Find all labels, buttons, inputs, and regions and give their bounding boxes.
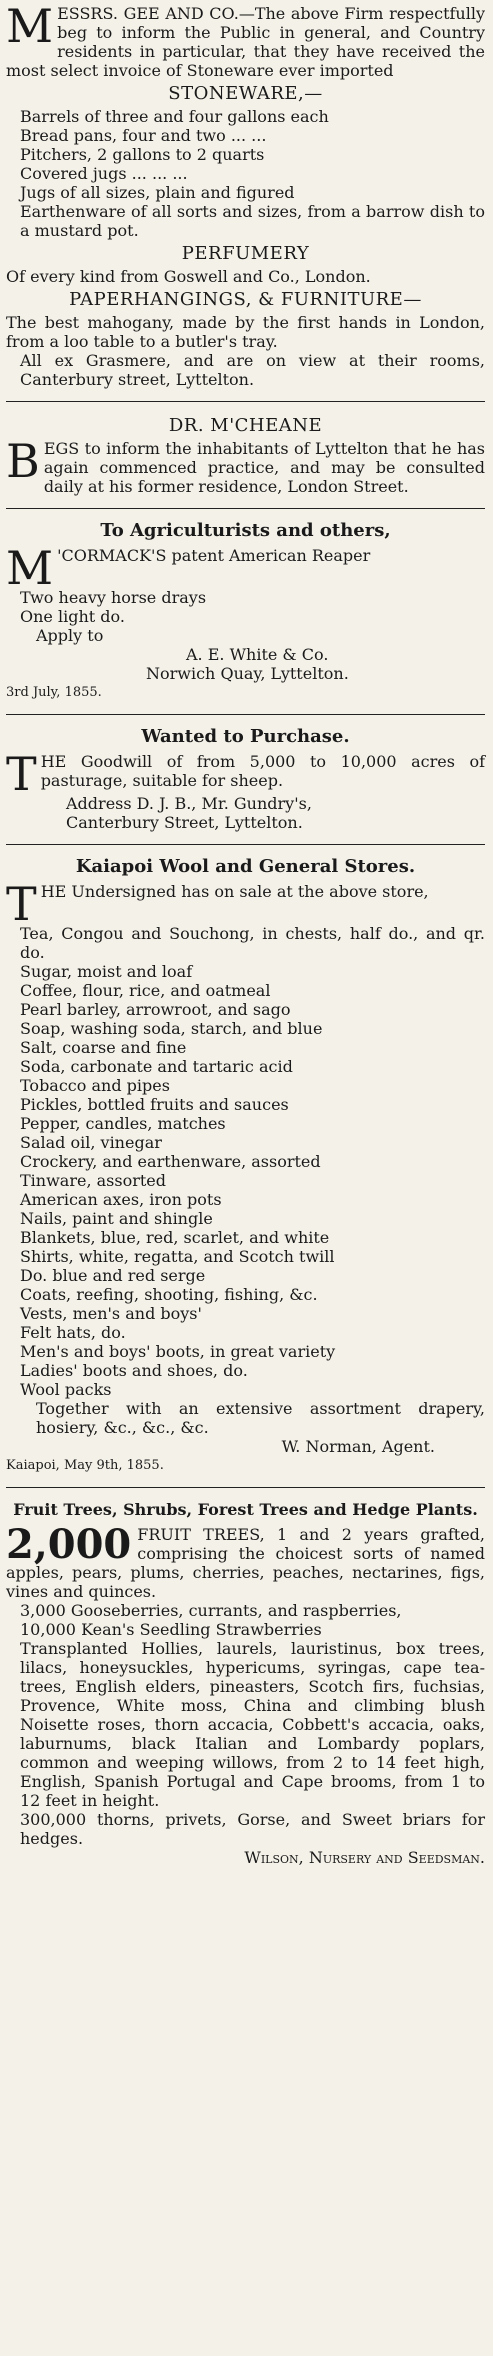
kaiapoi-item: Tea, Congou and Souchong, in chests, half do., and qr. do. (20, 924, 485, 962)
kaiapoi-drop-cap: T (6, 877, 37, 931)
wanted-address: Address D. J. B., Mr. Gundry's, (66, 794, 312, 813)
kaiapoi-item: Shirts, white, regatta, and Scotch twill (20, 1247, 335, 1266)
paperhangings-heading: PAPERHANGINGS, & FURNITURE— (69, 289, 422, 310)
agri-item: Two heavy horse drays (20, 588, 207, 607)
wilson-big-number: 2,000 (6, 1521, 132, 1568)
divider (6, 401, 485, 402)
divider (6, 714, 485, 715)
paperhangings-text-2: All ex Grasmere, and are on view at their rooms, Canterbury street, Lyttelton. (20, 351, 485, 389)
wilson-thorns: 300,000 thorns, privets, Gorse, and Sweet briars for hedges. (20, 1810, 485, 1848)
gee-intro-text: ESSRS. GEE AND CO.—The above Firm respectfully beg to inform the Public in general, and Country residents in particular, that they have received the most select invoice of Stoneware ever imported (6, 4, 485, 80)
kaiapoi-item: Ladies' boots and shoes, do. (20, 1361, 248, 1380)
kaiapoi-item: Tinware, assorted (20, 1171, 166, 1190)
agri-apply: Apply to (36, 626, 104, 645)
wilson-transplanted: Transplanted Hollies, laurels, lauristinus, box trees, lilacs, honeysuckles, hypericums, syringas, cape tea-trees, English elders, pineasters, Scotch firs, fuchsias, Provence, White moss, China and climbing blush Noisette roses, thorn accacia, Cobbett's accacia, oaks, laburnums, black Italian and Lombardy poplars, common and weeping willows, from 2 to 14 feet high, English, Spanish Portugal and Cape brooms, from 1 to 12 feet in height. (20, 1639, 485, 1810)
wilson-title: Fruit Trees, Shrubs, Forest Trees and Hedge Plants. (13, 1500, 478, 1519)
kaiapoi-advert (6, 851, 485, 1481)
kaiapoi-item: Blankets, blue, red, scarlet, and white (20, 1228, 330, 1247)
kaiapoi-intro: HE Undersigned has on sale at the above store, (40, 882, 429, 901)
kaiapoi-body (6, 877, 485, 931)
kaiapoi-item: Men's and boys' boots, in great variety (20, 1342, 336, 1361)
stoneware-item: Barrels of three and four gallons each (20, 107, 329, 126)
kaiapoi-item: Vests, men's and boys' (20, 1304, 202, 1323)
agri-body (6, 541, 485, 595)
kaiapoi-item: Sugar, moist and loaf (20, 962, 193, 981)
kaiapoi-item: Coffee, flour, rice, and oatmeal (20, 981, 271, 1000)
agri-drop-cap: M (6, 541, 54, 595)
kaiapoi-item: Crockery, and earthenware, assorted (20, 1152, 321, 1171)
mcheane-advert (6, 408, 485, 502)
agri-item: One light do. (20, 607, 125, 626)
kaiapoi-item: Salt, coarse and fine (20, 1038, 187, 1057)
gee-intro (6, 0, 485, 80)
wanted-drop-cap: T (6, 747, 37, 801)
stoneware-item: Jugs of all sizes, plain and figured (20, 183, 295, 202)
kaiapoi-item: Felt hats, do. (20, 1323, 126, 1342)
kaiapoi-item: Coats, reefing, shooting, fishing, &c. (20, 1285, 318, 1304)
wanted-advert (6, 721, 485, 838)
kaiapoi-date: Kaiapoi, May 9th, 1855. (6, 1458, 164, 1473)
kaiapoi-item: Nails, paint and shingle (20, 1209, 213, 1228)
kaiapoi-item: Pearl barley, arrowroot, and sago (20, 1000, 291, 1019)
kaiapoi-item: Salad oil, vinegar (20, 1133, 162, 1152)
stoneware-item: Earthenware of all sorts and sizes, from a barrow dish to a mustard pot. (20, 202, 485, 240)
kaiapoi-item: Do. blue and red serge (20, 1266, 206, 1285)
stoneware-heading: STONEWARE,— (168, 83, 323, 104)
kaiapoi-item: Soap, washing soda, starch, and blue (20, 1019, 323, 1038)
wilson-item: 10,000 Kean's Seedling Strawberries (20, 1620, 322, 1639)
mcheane-title: DR. M'CHEANE (168, 415, 323, 436)
wilson-advert (6, 1494, 485, 1873)
kaiapoi-signer: W. Norman, Agent. (281, 1437, 435, 1456)
agri-line1: 'CORMACK'S patent American Reaper (57, 546, 371, 565)
wanted-title: Wanted to Purchase. (141, 726, 350, 747)
wanted-address-2: Canterbury Street, Lyttelton. (66, 813, 303, 832)
kaiapoi-item: Wool packs (20, 1380, 112, 1399)
agri-advert (6, 515, 485, 708)
perfumery-heading: PERFUMERY (181, 243, 310, 264)
kaiapoi-item: Pepper, candles, matches (20, 1114, 226, 1133)
mcheane-text: EGS to inform the inhabitants of Lyttelton that he has again commenced practice, and may be consulted daily at his former residence, London Street. (43, 439, 485, 496)
stoneware-item: Pitchers, 2 gallons to 2 quarts (20, 145, 265, 164)
divider (6, 1487, 485, 1488)
agri-address: Norwich Quay, Lyttelton. (146, 664, 349, 683)
kaiapoi-item: Tobacco and pipes (20, 1076, 170, 1095)
paperhangings-text: The best mahogany, made by the first hands in London, from a loo table to a butler's tray. (6, 313, 485, 351)
wanted-text: HE Goodwill of from 5,000 to 10,000 acres of pasturage, suitable for sheep. (40, 752, 485, 790)
perfumery-text: Of every kind from Goswell and Co., London. (6, 267, 371, 286)
stoneware-item: Covered jugs ... ... ... (20, 164, 188, 183)
agri-signer: A. E. White & Co. (186, 645, 329, 664)
wanted-body (6, 747, 485, 801)
stoneware-item: Bread pans, four and two ... ... (20, 126, 267, 145)
divider (6, 508, 485, 509)
gee-advert (6, 0, 485, 395)
divider (6, 844, 485, 845)
wilson-intro: FRUIT TREES, 1 and 2 years grafted, comprising the choicest sorts of named apples, pears, plums, cherries, peaches, nectarines, figs, vines and quinces. (6, 1525, 485, 1601)
wilson-item: 3,000 Gooseberries, currants, and raspberries, (20, 1601, 402, 1620)
wilson-body (6, 1521, 485, 1601)
wilson-signer: Wilson, Nursery and Seedsman. (244, 1848, 485, 1867)
agri-date: 3rd July, 1855. (6, 685, 102, 700)
mcheane-drop-cap: B (6, 434, 40, 488)
mcheane-body (6, 434, 485, 496)
kaiapoi-item: American axes, iron pots (20, 1190, 222, 1209)
agri-title: To Agriculturists and others, (100, 520, 391, 541)
kaiapoi-item: Pickles, bottled fruits and sauces (20, 1095, 289, 1114)
gee-drop-cap: M (6, 0, 54, 53)
kaiapoi-item: Soda, carbonate and tartaric acid (20, 1057, 293, 1076)
kaiapoi-together: Together with an extensive assortment drapery, hosiery, &c., &c., &c. (36, 1399, 485, 1437)
kaiapoi-title: Kaiapoi Wool and General Stores. (75, 856, 416, 877)
